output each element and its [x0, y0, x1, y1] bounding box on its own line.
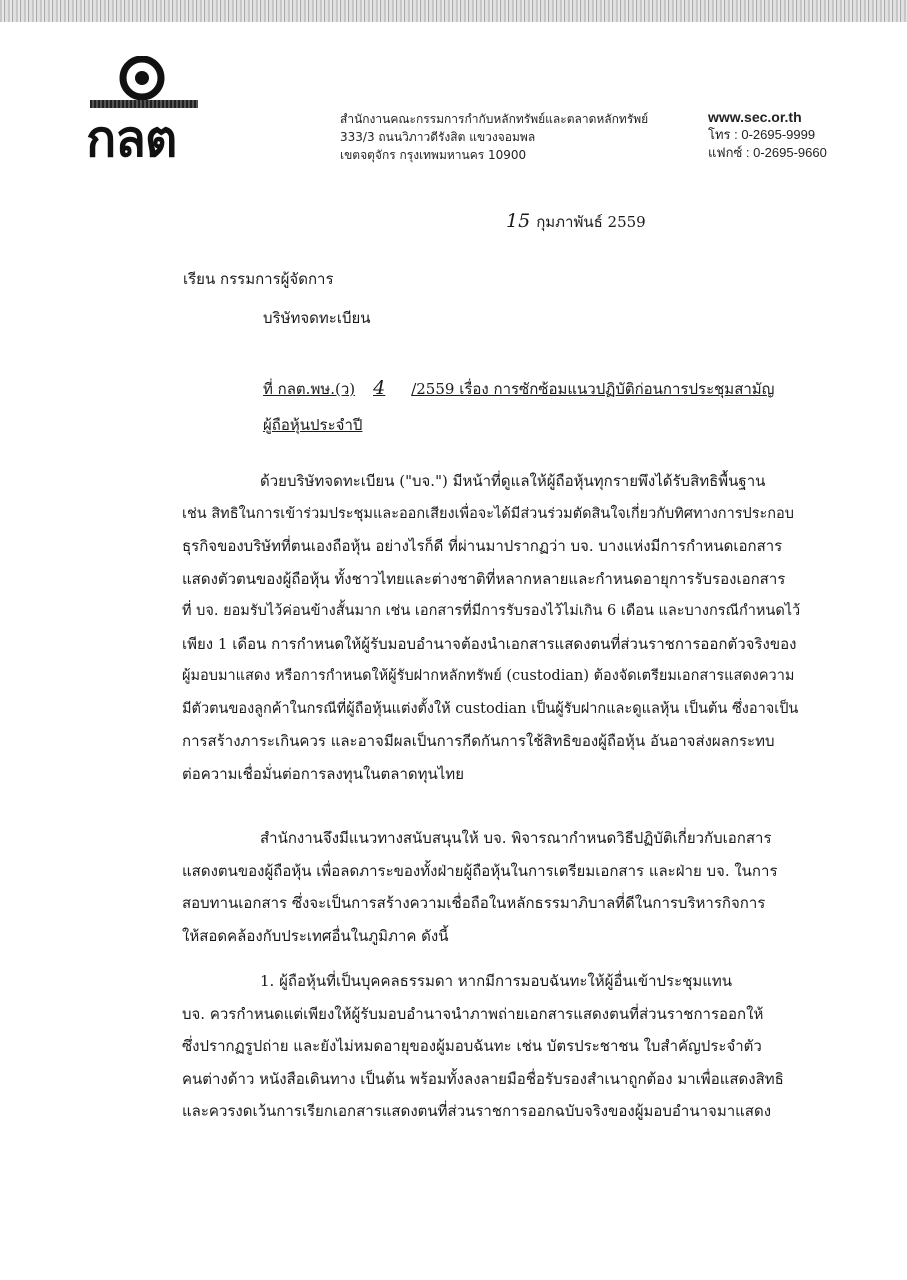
- subject-prefix: ที่ กลต.พษ.(ว): [263, 380, 356, 398]
- fax-number: แฟกซ์ : 0-2695-9660: [708, 145, 827, 160]
- date-month-year: กุมภาพันธ์ 2559: [536, 213, 646, 231]
- paragraph-item-1: [182, 965, 802, 1128]
- date-day: 15: [506, 210, 531, 232]
- text-line: ต่อความเชื่อมั่นต่อการลงทุนในตลาดทุนไทย: [182, 764, 464, 783]
- sec-emblem-icon: [86, 56, 246, 114]
- text-line: เพียง 1 เดือน การกำหนดให้ผู้รับมอบอำนาจต้องนำเอกสารแสดงตนที่ส่วนราชการออกตัวจริงของ: [182, 634, 797, 653]
- scan-edge-strip: [0, 0, 907, 22]
- addressee: บริษัทจดทะเบียน: [263, 309, 371, 327]
- text-line: เช่น สิทธิในการเข้าร่วมประชุมและออกเสียงเพื่อจะได้มีส่วนร่วมตัดสินใจเกี่ยวกับทิศทางการประกอบ: [182, 505, 794, 522]
- text-line: และควรงดเว้นการเรียกเอกสารแสดงตนที่ส่วนราชการออกฉบับจริงของผู้มอบอำนาจมาแสดง: [182, 1102, 772, 1120]
- subject-number: 4: [373, 377, 386, 399]
- logo-wordmark: กลต: [86, 110, 177, 168]
- text-line: ให้สอดคล้องกับประเทศอื่นในภูมิภาค ดังนี้: [182, 926, 449, 945]
- text-line: ซึ่งปรากฏรูปถ่าย และยังไม่หมดอายุของผู้มอบฉันทะ เช่น บัตรประชาชน ใบสำคัญประจำตัว: [182, 1037, 762, 1055]
- text-line: ที่ บจ. ยอมรับไว้ค่อนข้างสั้นมาก เช่น เอกสารที่มีการรับรองไว้ไม่เกิน 6 เดือน และบางกรณีกำหนดไว้: [182, 603, 801, 619]
- paragraph-intro: [182, 465, 802, 790]
- salutation: เรียน กรรมการผู้จัดการ: [183, 270, 334, 288]
- text-line: บจ. ควรกำหนดแต่เพียงให้ผู้รับมอบอำนาจนำภาพถ่ายเอกสารแสดงตนที่ส่วนราชการออกให้: [182, 1004, 764, 1023]
- paragraph-guidance: [182, 822, 802, 952]
- sec-logo: [86, 56, 246, 166]
- text-line: ธุรกิจของบริษัทที่ตนเองถือหุ้น อย่างไรก็ดี ที่ผ่านมาปรากฏว่า บจ. บางแห่งมีการกำหนดเอกสาร: [182, 537, 783, 555]
- text-line: ด้วยบริษัทจดทะเบียน ("บจ.") มีหน้าที่ดูแลให้ผู้ถือหุ้นทุกรายพึงได้รับสิทธิพื้นฐาน: [260, 472, 766, 490]
- text-line: คนต่างด้าว หนังสือเดินทาง เป็นต้น พร้อมทั้งลงลายมือชื่อรับรองสำเนาถูกต้อง มาเพื่อแสดงสิทธิ: [182, 1069, 784, 1088]
- subject-line-1: [263, 370, 793, 407]
- contact-info: [708, 108, 898, 162]
- letter-date: [506, 210, 646, 234]
- text-line: ผู้มอบมาแสดง หรือการกำหนดให้ผู้รับฝากหลักทรัพย์ (custodian) ต้องจัดเตรียมเอกสารแสดงความ: [182, 668, 795, 684]
- text-line: สอบทานเอกสาร ซึ่งจะเป็นการสร้างความเชื่อถือในหลักธรรมาภิบาลที่ดีในการบริหารกิจการ: [182, 894, 766, 912]
- text-line: มีตัวตนของลูกค้าในกรณีที่ผู้ถือหุ้นแต่งตั้งให้ custodian เป็นผู้รับฝากและดูแลหุ้น เป็นต้น ซึ่งอาจเป็น: [182, 700, 799, 717]
- organization-address: [340, 110, 700, 164]
- text-line: 1. ผู้ถือหุ้นที่เป็นบุคคลธรรมดา หากมีการมอบฉันทะให้ผู้อื่นเข้าประชุมแทน: [260, 972, 733, 990]
- org-name: สำนักงานคณะกรรมการกำกับหลักทรัพย์และตลาดหลักทรัพย์: [340, 112, 649, 126]
- org-street: 333/3 ถนนวิภาวดีรังสิต แขวงจอมพล: [340, 130, 536, 144]
- text-line: การสร้างภาระเกินควร และอาจมีผลเป็นการกีดกันการใช้สิทธิของผู้ถือหุ้น อันอาจส่งผลกระทบ: [182, 732, 775, 750]
- subject-title: /2559 เรื่อง การซักซ้อมแนวปฏิบัติก่อนการประชุมสามัญ: [411, 380, 775, 398]
- website-link[interactable]: www.sec.or.th: [708, 109, 802, 125]
- org-district: เขตจตุจักร กรุงเทพมหานคร 10900: [340, 148, 527, 162]
- text-line: แสดงตนของผู้ถือหุ้น เพื่อลดภาระของทั้งฝ่ายผู้ถือหุ้นในการเตรียมเอกสาร และฝ่าย บจ. ในการ: [182, 861, 778, 880]
- subject-line-2: ผู้ถือหุ้นประจำปี: [263, 416, 363, 434]
- text-line: สำนักงานจึงมีแนวทางสนับสนุนให้ บจ. พิจารณากำหนดวิธีปฏิบัติเกี่ยวกับเอกสาร: [260, 829, 772, 847]
- text-line: แสดงตัวตนของผู้ถือหุ้น ทั้งชาวไทยและต่างชาติที่หลากหลายและกำหนดอายุการรับรองเอกสาร: [182, 569, 786, 588]
- letter-subject: [263, 370, 793, 443]
- phone-number: โทร : 0-2695-9999: [708, 127, 816, 142]
